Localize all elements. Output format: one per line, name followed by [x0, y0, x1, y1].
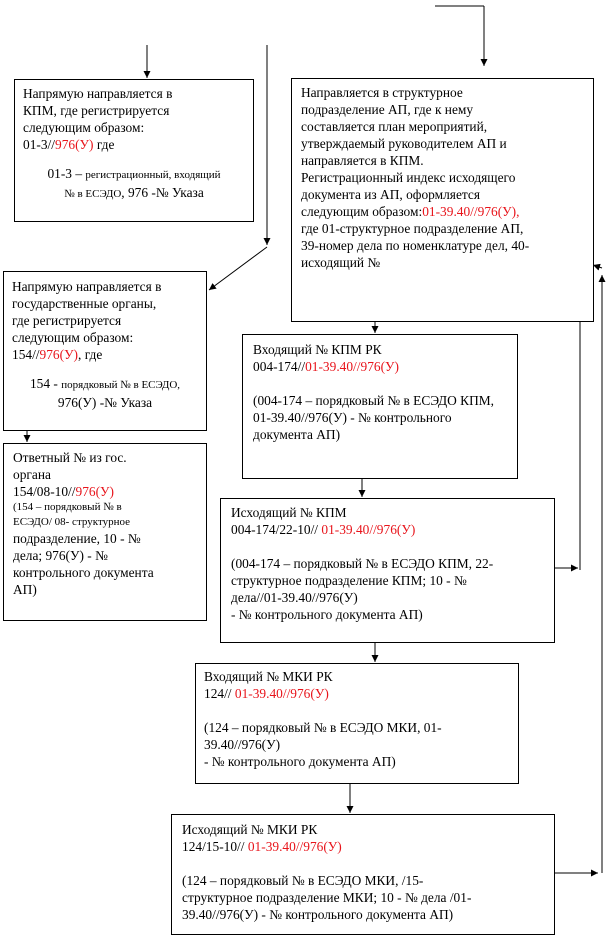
b5-line2: органа	[13, 467, 51, 482]
b3-line4: следующим образом:	[12, 330, 134, 345]
b4-line1: Входящий № КПМ РК	[253, 342, 382, 357]
b3-line6: 154 - порядковый № в ЕСЭДО,	[29, 376, 181, 391]
b6-line2: 004-174/22-10// 01-39.40//976(У)	[231, 522, 416, 537]
box-state-organs-direct	[3, 271, 207, 431]
b5-line1: Ответный № из гос.	[13, 450, 127, 465]
b8-line5: 39.40//976(У) - № контрольного документа АП)	[182, 907, 454, 922]
b3-line1: Напрямую направляется в	[12, 279, 162, 294]
b1-line6: № в ЕСЭДО, 976 -№ Указа	[64, 185, 204, 200]
b3-line7: 976(У) -№ Указа	[57, 395, 153, 410]
b3-line5: 154//976(У), где	[12, 347, 103, 362]
box-incoming-kpm	[242, 334, 518, 479]
b2-line6: Регистрационный индекс исходящего	[301, 170, 516, 185]
b1-line2: КПМ, где регистрируется	[23, 103, 170, 118]
b6-line1: Исходящий № КПМ	[231, 505, 347, 520]
b6-line6: - № контрольного документа АП)	[231, 607, 423, 622]
b2-line10: 39-номер дела по номенклатуре дел, 40-	[301, 238, 530, 253]
b1-line4: 01-3//976(У) где	[23, 137, 115, 152]
b2-line11: исходящий №	[301, 255, 381, 270]
b2-line8: следующим образом:01-39.40//976(У),	[301, 204, 520, 219]
b8-line1: Исходящий № МКИ РК	[182, 822, 318, 837]
b4-line5: документа АП)	[253, 427, 341, 442]
b4-line3: (004-174 – порядковый № в ЕСЭДО КПМ,	[253, 393, 494, 408]
box-outgoing-mki	[171, 814, 555, 935]
b2-line2: подразделение АП, где к нему	[301, 102, 474, 117]
b1-line5: 01-3 – регистрационный, входящий	[47, 166, 221, 181]
b5-line3: 154/08-10//976(У)	[13, 484, 114, 499]
arrow-into-box2-right	[593, 265, 602, 268]
b5-line8: контрольного документа	[13, 565, 154, 580]
box-ap-department	[291, 78, 594, 322]
box-incoming-mki	[195, 663, 519, 784]
b7-line3: (124 – порядковый № в ЕСЭДО МКИ, 01-	[204, 720, 442, 735]
b8-line4: структурное подразделение МКИ; 10 - № дела /01-	[182, 890, 472, 905]
b1-line1: Напрямую направляется в	[23, 86, 173, 101]
b5-line4: (154 – порядковый № в	[13, 501, 122, 513]
b5-line5: ЕСЭДО/ 08- структурное	[13, 516, 131, 528]
b3-line2: государственные органы,	[12, 296, 157, 311]
b2-line7: документа из АП, оформляется	[301, 187, 481, 202]
b7-line4: 39.40//976(У)	[204, 737, 281, 752]
b2-line9: где 01-структурное подразделение АП,	[301, 221, 524, 236]
b5-line6: подразделение, 10 - №	[13, 531, 141, 546]
b2-line4: утверждаемый руководителем АП и	[301, 136, 507, 151]
b4-line2: 004-174//01-39.40//976(У)	[253, 359, 399, 374]
box-outgoing-kpm	[220, 498, 555, 643]
b4-line4: 01-39.40//976(У) - № контрольного	[253, 410, 452, 425]
b1-line3: следующим образом:	[23, 120, 145, 135]
b2-line1: Направляется в структурное	[301, 85, 463, 100]
b5-line9: АП)	[13, 582, 37, 597]
b8-line2: 124/15-10// 01-39.40//976(У)	[182, 839, 342, 854]
b7-line5: - № контрольного документа АП)	[204, 754, 396, 769]
b7-line1: Входящий № МКИ РК	[204, 669, 333, 684]
b6-line5: дела//01-39.40//976(У)	[231, 590, 358, 605]
b5-line7: дела; 976(У) - №	[13, 548, 108, 563]
arrow-diagonal-to-box3	[209, 247, 267, 290]
b6-line3: (004-174 – порядковый № в ЕСЭДО КПМ, 22-	[231, 556, 494, 571]
box-kpm-direct	[14, 79, 254, 222]
b8-line3: (124 – порядковый № в ЕСЭДО МКИ, /15-	[182, 873, 424, 888]
b7-line2: 124// 01-39.40//976(У)	[204, 686, 329, 701]
box-reply-state-organ	[3, 443, 207, 621]
b2-line5: направляется в КПМ.	[301, 153, 424, 168]
b2-line3: составляется план мероприятий,	[301, 119, 488, 134]
b6-line4: структурное подразделение КПМ; 10 - №	[231, 573, 467, 588]
b3-line3: где регистрируется	[12, 313, 122, 328]
